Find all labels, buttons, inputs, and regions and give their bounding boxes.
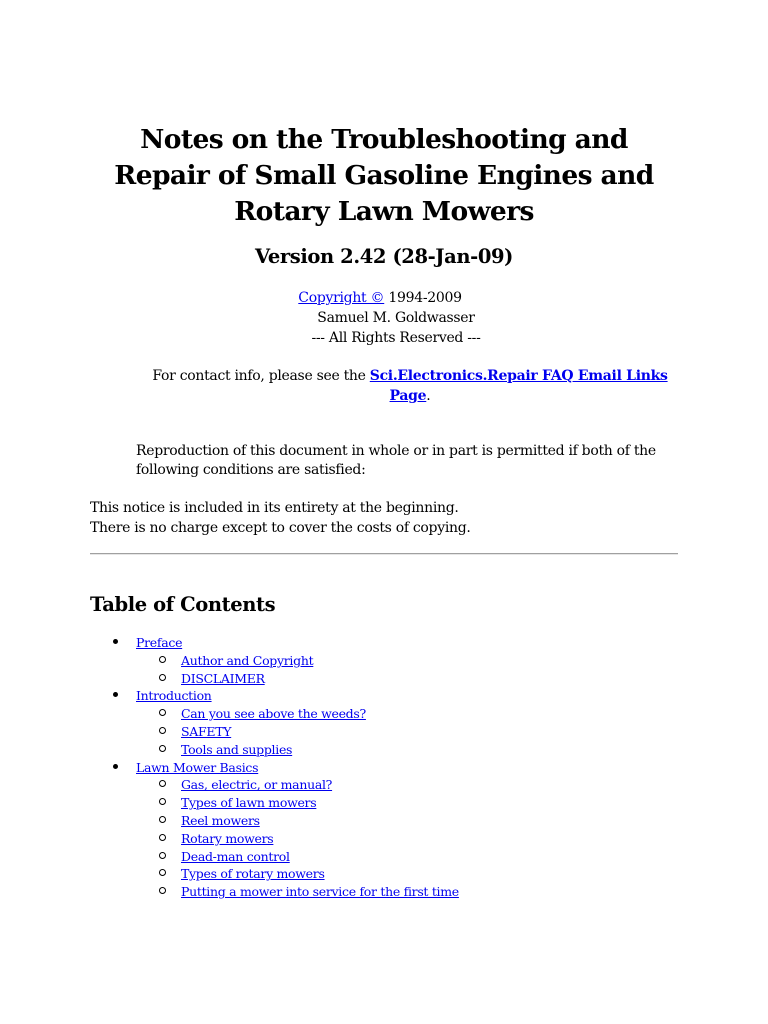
conditions-list: [90, 498, 680, 538]
toc-link-rotary-mowers[interactable]: Rotary mowers: [181, 830, 274, 846]
toc-subitem: [90, 812, 690, 830]
toc-subitem: [90, 652, 690, 670]
toc-subitem: [90, 865, 690, 883]
document-version: Version 2.42 (28-Jan-09): [254, 245, 513, 268]
toc-subitem: [90, 776, 690, 794]
circle-bullet-icon: [159, 798, 166, 805]
toc-link-author-and-copyright[interactable]: Author and Copyright: [181, 652, 314, 668]
toc-link-preface[interactable]: Preface: [136, 635, 183, 650]
circle-bullet-icon: [159, 852, 166, 859]
contact-prefix: For contact info, please see the: [152, 368, 370, 384]
circle-bullet-icon: [159, 709, 166, 716]
toc-link-types-of-lawn-mowers[interactable]: Types of lawn mowers: [181, 795, 317, 811]
circle-bullet-icon: [159, 727, 166, 734]
toc-link-see-above-weeds[interactable]: Can you see above the weeds?: [181, 706, 366, 722]
toc-subitem: [90, 848, 690, 866]
circle-bullet-icon: [159, 656, 166, 663]
toc-item-preface: [90, 634, 690, 652]
toc-link-reel-mowers[interactable]: Reel mowers: [181, 812, 260, 828]
contact-suffix: .: [426, 388, 431, 404]
circle-bullet-icon: [159, 780, 166, 787]
circle-bullet-icon: [159, 834, 166, 841]
circle-bullet-icon: [159, 816, 166, 823]
condition-item: This notice is included in its entirety at the beginning.: [90, 500, 459, 516]
reproduction-notice: Reproduction of this document in whole or in part is permitted if both of the following conditions are satisfied:: [136, 443, 656, 478]
document-title: Notes on the Troubleshooting and Repair of Small Gasoline Engines and Rotary Lawn Mowers: [114, 124, 654, 227]
toc-item-lawn-mower-basics: [90, 759, 690, 777]
toc-link-gas-electric-manual[interactable]: Gas, electric, or manual?: [181, 777, 333, 793]
circle-bullet-icon: [159, 674, 166, 681]
toc-list: [90, 634, 690, 901]
toc-link-putting-mower-into-service[interactable]: Putting a mower into service for the first time: [181, 884, 459, 900]
toc-link-introduction[interactable]: Introduction: [136, 688, 212, 704]
toc-subitem: [90, 670, 690, 688]
condition-item: There is no charge except to cover the costs of copying.: [90, 520, 471, 536]
circle-bullet-icon: [159, 887, 166, 894]
bullet-icon: [113, 639, 118, 644]
toc-subitem: [90, 830, 690, 848]
contact-info: [140, 366, 680, 406]
toc-subitem: [90, 794, 690, 812]
author-name: Samuel M. Goldwasser: [317, 310, 475, 326]
circle-bullet-icon: [159, 869, 166, 876]
email-links-page-link[interactable]: Sci.Electronics.Repair FAQ Email Links Page: [369, 368, 668, 404]
toc-subitem: [90, 705, 690, 723]
toc-subitem: [90, 741, 690, 759]
toc-link-disclaimer[interactable]: DISCLAIMER: [181, 670, 265, 686]
toc-heading: Table of Contents: [90, 593, 276, 616]
bullet-icon: [113, 692, 118, 697]
horizontal-divider: [90, 553, 678, 555]
rights-notice: --- All Rights Reserved ---: [311, 330, 481, 346]
toc-subitem: [90, 883, 690, 901]
copyright-block: [90, 288, 678, 348]
toc-link-types-of-rotary-mowers[interactable]: Types of rotary mowers: [181, 866, 325, 882]
toc-link-lawn-mower-basics[interactable]: Lawn Mower Basics: [136, 759, 259, 775]
copyright-years: 1994-2009: [384, 290, 462, 306]
table-of-contents: [90, 634, 690, 901]
toc-link-tools-and-supplies[interactable]: Tools and supplies: [181, 741, 293, 757]
circle-bullet-icon: [159, 745, 166, 752]
toc-link-safety[interactable]: SAFETY: [181, 723, 232, 739]
toc-link-dead-man-control[interactable]: Dead-man control: [181, 848, 290, 864]
copyright-line: [90, 288, 678, 308]
toc-subitem: [90, 723, 690, 741]
toc-item-introduction: [90, 687, 690, 705]
copyright-link[interactable]: Copyright ©: [298, 290, 385, 306]
bullet-icon: [113, 764, 118, 769]
